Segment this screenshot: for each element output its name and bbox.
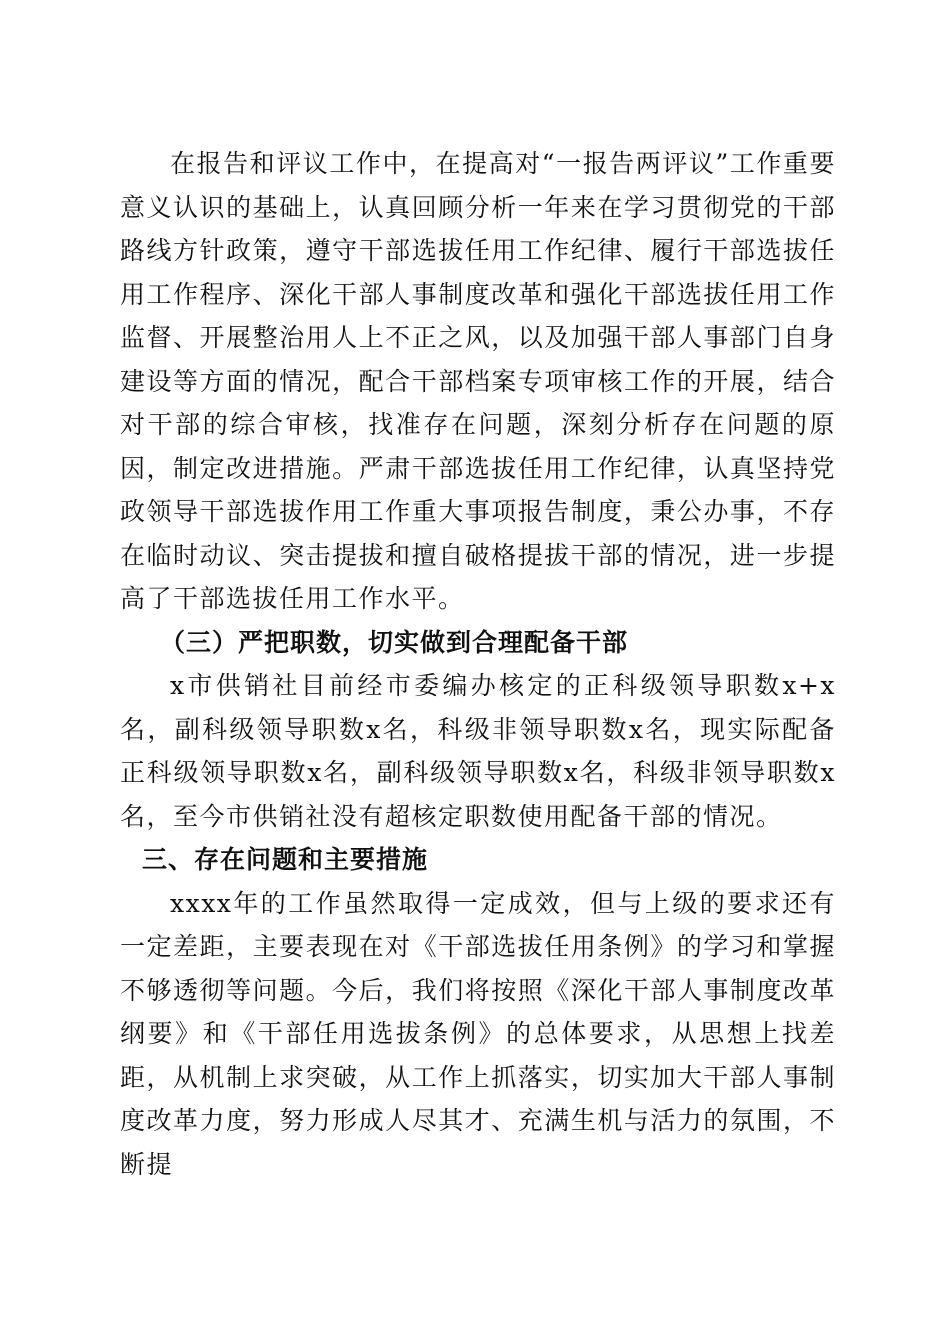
section-heading-quota: （三）严把职数，切实做到合理配备干部 [160,627,629,657]
paragraph-review-work: 在报告和评议工作中，在提高对“一报告两评议”工作重要意义认识的基础上，认真回顾分析一年来在学习贯彻党的干部路线方针政策，遵守干部选拔任用工作纪律、履行干部选拔任用工作程序、深化干部人事制度改革和强化干部选拔任用工作监督、开展整治用人上不正之风，以及加强干部人事部门自身建设等方面的情况，配合干部档案专项审核工作的开展，结合对干部的综合审核，找准存在问题，深刻分析存在问题的原因，制定改进措施。严肃干部选拔任用工作纪律，认真坚持党政领导干部选拔作用工作重大事项报告制度，秉公办事，不存在临时动议、突击提拔和擅自破格提拔干部的情况，进一步提高了干部选拔任用工作水平。 [120,149,836,613]
paragraph-problems-measures: xxxx年的工作虽然取得一定成效，但与上级的要求还有一定差距，主要表现在对《干部选拔任用条例》的学习和掌握不够透彻等问题。今后，我们将按照《深化干部人事制度改革纲要》和《干部任用选拔条例》的总体要求，从思想上找差距，从机制上求突破，从工作上抓落实，切实加大干部人事制度改革力度，努力形成人尽其才、充满生机与活力的氛围，不断提 [120,888,836,1179]
paragraph-staffing-numbers: x市供销社目前经市委编办核定的正科级领导职数x+x名，副科级领导职数x名，科级非领导职数x名，现实际配备正科级领导职数x名，副科级领导职数x名，科级非领导职数x名，至今市供销社没有超核定职数使用配备干部的情况。 [120,671,836,831]
section-heading-problems: 三、存在问题和主要措施 [142,845,429,874]
document-body [120,142,836,1186]
